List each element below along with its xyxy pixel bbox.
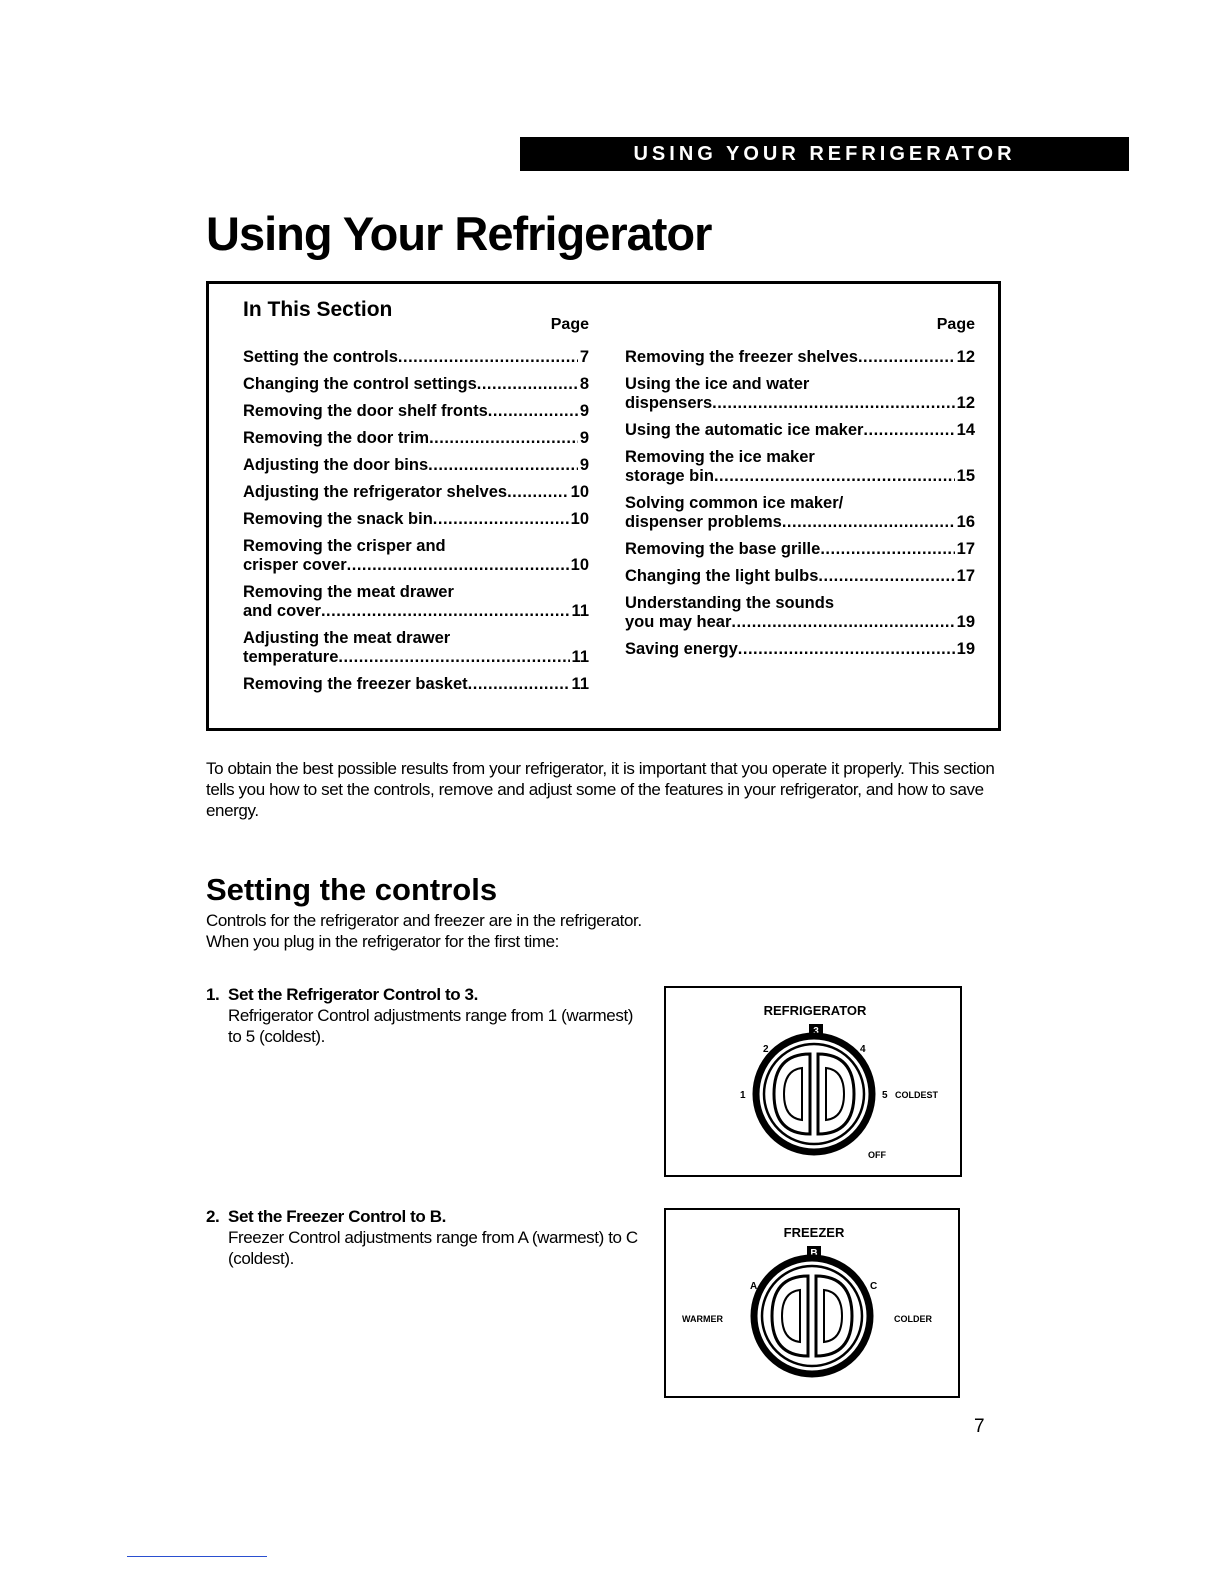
toc-entry-page: 16 xyxy=(956,513,975,531)
toc-entry-title: Saving energy xyxy=(625,640,738,658)
step-2-title-line xyxy=(206,1206,646,1227)
toc-leader-dots xyxy=(507,483,569,502)
toc-leader-dots xyxy=(338,648,569,667)
toc-entry-title: Adjusting the door bins xyxy=(243,456,429,474)
toc-entry-page: 19 xyxy=(956,640,975,658)
toc-entry-title: Removing the freezer shelves xyxy=(625,348,858,366)
toc-entry-title: Using the automatic ice maker xyxy=(625,421,864,439)
section-heading: Setting the controls xyxy=(206,872,498,907)
toc-leader-dots xyxy=(477,375,578,394)
toc-entry-title-line: Removing the ice maker xyxy=(625,448,815,466)
freezer-dial-drawing xyxy=(666,1210,962,1400)
toc-entry-page: 12 xyxy=(956,394,975,412)
step-2-number: 2. xyxy=(206,1207,220,1226)
toc-entry-title: Changing the control settings xyxy=(243,375,477,393)
toc-leader-dots xyxy=(468,675,570,694)
toc-leader-dots xyxy=(782,513,955,532)
freezer-setting-value: B xyxy=(810,1248,818,1259)
toc-leader-dots xyxy=(863,421,954,440)
toc-leader-dots xyxy=(714,467,955,486)
toc-entry-title: dispenser problems xyxy=(625,513,782,531)
toc-entry-title: Removing the base grille xyxy=(625,540,821,558)
refrigerator-setting-value: 3 xyxy=(813,1026,819,1037)
toc-entry-page: 8 xyxy=(579,375,589,393)
toc-entry xyxy=(625,594,975,632)
toc-entry-page: 19 xyxy=(956,613,975,631)
toc-entry-line xyxy=(243,483,589,502)
toc-entry xyxy=(625,375,975,413)
toc-entry xyxy=(243,429,589,448)
step-1-title: Set the Refrigerator Control to 3. xyxy=(228,985,478,1004)
section-body: Controls for the refrigerator and freezer are in the refrigerator. When you plug in the refrigerator for the first time: xyxy=(206,911,642,951)
toc-entry-page: 10 xyxy=(570,510,589,528)
toc-entry-title: Removing the snack bin xyxy=(243,510,433,528)
refrigerator-mark-5: 5 xyxy=(882,1090,888,1101)
refrigerator-dial-drawing xyxy=(666,988,964,1179)
toc-entry-line xyxy=(243,602,589,621)
toc-leader-dots xyxy=(347,556,569,575)
toc-entry xyxy=(243,375,589,394)
toc-entry xyxy=(243,402,589,421)
refrigerator-mark-off: OFF xyxy=(868,1150,886,1160)
step-1 xyxy=(206,984,646,1047)
step-2-title: Set the Freezer Control to B. xyxy=(228,1207,446,1226)
toc-entry-title-line: Adjusting the meat drawer xyxy=(243,629,451,647)
toc-column-left xyxy=(243,314,589,694)
step-2 xyxy=(206,1206,646,1269)
section-banner xyxy=(520,137,1129,171)
toc-entry-line xyxy=(625,513,975,532)
toc-entry-title-line: Solving common ice maker/ xyxy=(625,494,844,512)
section-banner-text: USING YOUR REFRIGERATOR xyxy=(633,142,1016,165)
toc-entry-page: 7 xyxy=(579,348,589,366)
toc-entry-title-line: Removing the meat drawer xyxy=(243,583,454,601)
toc-entry-line xyxy=(243,675,589,694)
toc-entry xyxy=(243,348,589,367)
toc-entry-line xyxy=(243,429,589,448)
refrigerator-dial-title: REFRIGERATOR xyxy=(763,1003,867,1018)
toc-entry-page: 9 xyxy=(579,402,589,420)
toc-entry xyxy=(243,456,589,475)
toc-entry xyxy=(625,567,975,586)
toc-entry-page: 11 xyxy=(571,602,589,620)
toc-entry-line xyxy=(243,648,589,667)
toc-entry xyxy=(243,583,589,621)
toc-entry-title: temperature xyxy=(243,648,339,666)
page-title: Using Your Refrigerator xyxy=(206,207,712,260)
toc-leader-dots xyxy=(712,394,955,413)
toc-entry-title: and cover xyxy=(243,602,321,620)
toc-entry-page: 11 xyxy=(571,648,589,666)
footer-rule xyxy=(127,1556,267,1557)
toc-entry-page: 11 xyxy=(571,675,589,693)
toc-entry-title: dispensers xyxy=(625,394,713,412)
freezer-control-illustration xyxy=(664,1208,960,1398)
toc-entry-page: 9 xyxy=(579,429,589,447)
toc-entry-page: 15 xyxy=(956,467,975,485)
toc-entry-title: storage bin xyxy=(625,467,714,485)
refrigerator-knob-icon xyxy=(756,1036,872,1152)
freezer-dial-title: FREEZER xyxy=(783,1225,845,1240)
toc-entry-title-line: Using the ice and water xyxy=(625,375,810,393)
toc-leader-dots xyxy=(398,348,578,367)
freezer-mark-a: A xyxy=(750,1281,758,1292)
toc-leader-dots xyxy=(738,640,955,659)
toc-entry-line xyxy=(243,402,589,421)
toc-entry-line xyxy=(243,375,589,394)
toc-entry-title: Setting the controls xyxy=(243,348,398,366)
toc-leader-dots xyxy=(488,402,578,421)
toc-page-label: Page xyxy=(550,316,589,333)
toc-leader-dots xyxy=(820,540,954,559)
toc-entry xyxy=(243,675,589,694)
toc-entry xyxy=(625,540,975,559)
toc-entry-page: 10 xyxy=(570,556,589,574)
toc-entry-title: Removing the door shelf fronts xyxy=(243,402,488,420)
refrigerator-control-illustration xyxy=(664,986,962,1177)
toc-entry-line xyxy=(243,556,589,575)
page-number: 7 xyxy=(974,1416,985,1437)
toc-leader-dots xyxy=(428,456,578,475)
toc-entry-line xyxy=(243,510,589,529)
toc-entry-line xyxy=(625,394,975,413)
freezer-mark-c: C xyxy=(870,1281,878,1292)
toc-entry-line xyxy=(625,613,975,632)
toc-heading: In This Section xyxy=(243,298,393,321)
toc-entry-page: 14 xyxy=(956,421,975,439)
toc-entry-page: 12 xyxy=(956,348,975,366)
toc-entry-line xyxy=(625,640,975,659)
toc-leader-dots xyxy=(858,348,955,367)
toc-page-label: Page xyxy=(936,316,975,333)
toc-entry-line xyxy=(243,348,589,367)
toc-entry-line xyxy=(625,421,975,440)
toc-entry xyxy=(243,510,589,529)
toc-entry-title: Removing the door trim xyxy=(243,429,430,447)
refrigerator-mark-1: 1 xyxy=(740,1090,746,1101)
toc-entry-title: Adjusting the refrigerator shelves xyxy=(243,483,508,501)
toc-entry-title-line: Understanding the sounds xyxy=(625,594,835,612)
freezer-mark-colder: COLDER xyxy=(894,1314,932,1324)
step-2-description: Freezer Control adjustments range from A (warmest) to C (coldest). xyxy=(228,1228,638,1268)
refrigerator-mark-2: 2 xyxy=(763,1044,769,1055)
toc-entry xyxy=(625,448,975,486)
freezer-knob-icon xyxy=(754,1258,870,1374)
toc-entry-page: 17 xyxy=(956,540,975,558)
step-1-number: 1. xyxy=(206,985,220,1004)
toc-entry-line xyxy=(625,348,975,367)
toc-leader-dots xyxy=(731,613,954,632)
toc-leader-dots xyxy=(433,510,569,529)
toc-entry-title: Removing the freezer basket xyxy=(243,675,468,693)
intro-paragraph: To obtain the best possible results from your refrigerator, it is important that you operate it properly. This section tells you how to set the controls, remove and adjust some of the features in your refrigerator, and how to save energy. xyxy=(206,759,995,820)
toc-entry xyxy=(243,537,589,575)
toc-entry xyxy=(625,348,975,367)
toc-box xyxy=(206,281,1001,731)
refrigerator-mark-4: 4 xyxy=(860,1044,866,1055)
toc-entry-title: Changing the light bulbs xyxy=(625,567,819,585)
toc-entry xyxy=(625,494,975,532)
toc-entry-title: you may hear xyxy=(625,613,732,631)
toc-leader-dots xyxy=(321,602,570,621)
freezer-mark-warmer: WARMER xyxy=(682,1314,723,1324)
refrigerator-mark-coldest: COLDEST xyxy=(895,1090,939,1100)
toc-entry-title: crisper cover xyxy=(243,556,347,574)
toc-entry-page: 9 xyxy=(579,456,589,474)
step-1-description: Refrigerator Control adjustments range from 1 (warmest) to 5 (coldest). xyxy=(228,1006,634,1046)
toc-leader-dots xyxy=(818,567,954,586)
toc-entry-line xyxy=(625,467,975,486)
toc-entry xyxy=(625,640,975,659)
toc-entry-line xyxy=(243,456,589,475)
toc-entry-title-line: Removing the crisper and xyxy=(243,537,446,555)
toc-entry-page: 17 xyxy=(956,567,975,585)
toc-entry xyxy=(243,483,589,502)
toc-entry-line xyxy=(625,540,975,559)
toc-entry-line xyxy=(625,567,975,586)
toc-entry xyxy=(625,421,975,440)
toc-entry-page: 10 xyxy=(570,483,589,501)
toc-leader-dots xyxy=(429,429,578,448)
toc-entry xyxy=(243,629,589,667)
step-1-title-line xyxy=(206,984,646,1005)
toc-column-right xyxy=(625,314,975,659)
